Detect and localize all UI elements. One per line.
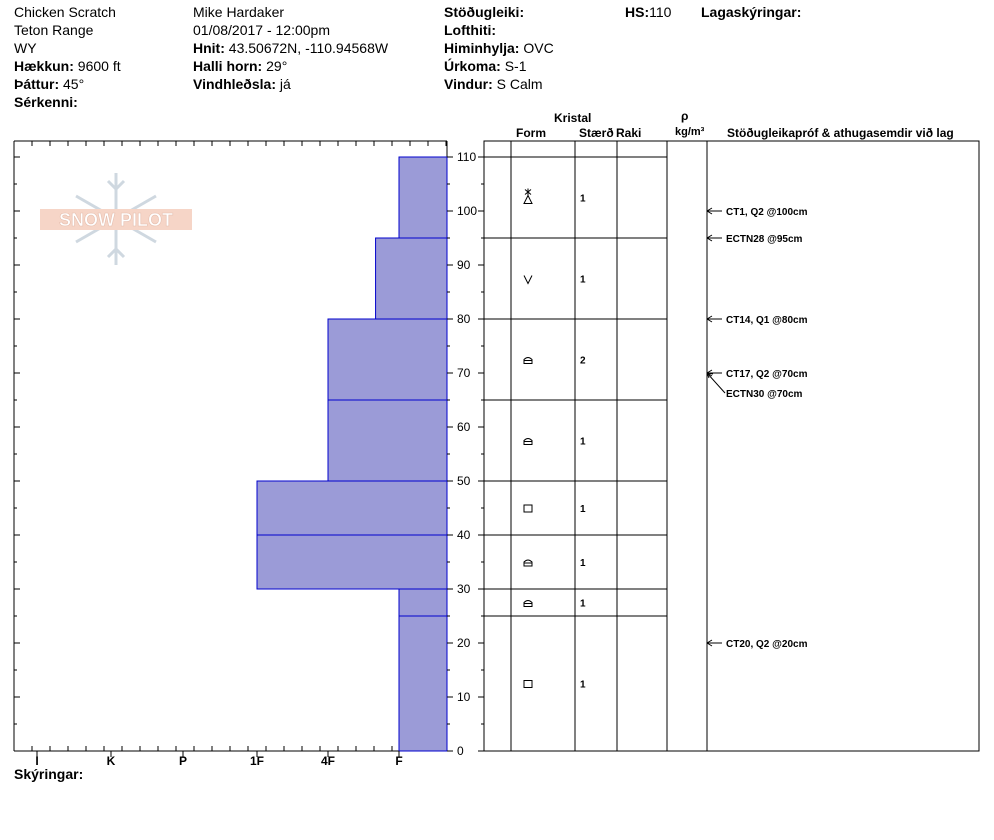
crystal-form-icon-6 — [524, 601, 532, 607]
range: Teton Range — [14, 22, 94, 38]
precipitation: Úrkoma: S-1 — [444, 58, 527, 74]
wind: Vindur: S Calm — [444, 76, 543, 92]
moisture-header: Raki — [616, 126, 642, 140]
depth-label-10: 10 — [457, 690, 471, 704]
depth-label-110: 110 — [457, 150, 477, 164]
crystal-form-icon-5 — [524, 560, 532, 566]
hardness-bar-2 — [328, 319, 447, 400]
crystal-form-icon-4 — [524, 505, 532, 512]
layer-notes-label: Lagaskýringar: — [701, 4, 802, 20]
crystal-form-icon-1 — [524, 276, 532, 284]
size-header: Stærð — [579, 126, 614, 140]
crystal-size-7: 1 — [580, 679, 586, 691]
crystal-form-icon-7 — [524, 681, 532, 688]
depth-label-80: 80 — [457, 312, 471, 326]
hardness-bar-5 — [257, 535, 447, 589]
slope: Halli horn: 29° — [193, 58, 288, 74]
depth-label-40: 40 — [457, 528, 471, 542]
depth-label-0: 0 — [457, 744, 464, 758]
form-header: Form — [516, 126, 546, 140]
crystal-size-5: 1 — [580, 558, 586, 569]
wind-loading: Vindhleðsla: já — [193, 76, 291, 92]
depth-label-30: 30 — [457, 582, 471, 596]
x-tick-label-F: F — [395, 754, 403, 768]
crystal-size-1: 1 — [580, 274, 586, 286]
crystal-form-icon-0 — [524, 189, 532, 204]
coords: Hnit: 43.50672N, -110.94568W — [193, 40, 389, 56]
specifics: Sérkenni: — [14, 94, 78, 110]
depth-label-100: 100 — [457, 204, 478, 218]
location: Chicken Scratch — [14, 4, 116, 20]
crystal-size-2: 2 — [580, 355, 586, 367]
hardness-bar-1 — [376, 238, 447, 319]
datetime: 01/08/2017 - 12:00pm — [193, 22, 330, 38]
logo-text: SNOW PILOT — [59, 210, 173, 230]
rho-header: ρ — [681, 109, 689, 123]
tests-header: Stöðugleikapróf & athugasemdir við lag — [727, 126, 954, 140]
crystal-size-4: 1 — [580, 504, 586, 515]
test-label-1: ECTN28 @95cm — [726, 234, 803, 245]
x-tick-label-P: P — [178, 754, 188, 768]
state: WY — [14, 40, 37, 56]
crystal-size-6: 1 — [580, 598, 586, 610]
density-unit-header: kg/m³ — [675, 126, 705, 138]
x-tick-label-1F: 1F — [249, 754, 265, 768]
test-label-3: CT17, Q2 @70cm — [726, 369, 808, 380]
notes-label: Skýringar: — [14, 766, 84, 782]
aspect: Þáttur: 45° — [14, 76, 85, 92]
crystal-header: Kristal — [554, 111, 592, 125]
hardness-bar-0 — [399, 157, 447, 238]
hardness-bar-4 — [257, 481, 447, 535]
crystal-form-icon-3 — [524, 439, 532, 445]
hardness-bar-7 — [399, 616, 447, 751]
snow-height: HS:110 — [625, 4, 672, 20]
air-temp: Lofthiti: — [444, 22, 497, 38]
depth-label-70: 70 — [457, 366, 471, 380]
test-leader-4 — [707, 373, 725, 393]
sky-cover: Himinhylja: OVC — [444, 40, 554, 56]
stability: Stöðugleiki: — [444, 4, 525, 20]
test-label-2: CT14, Q1 @80cm — [726, 315, 808, 326]
hardness-bar-3 — [328, 400, 447, 481]
observer: Mike Hardaker — [193, 4, 285, 20]
test-label-0: CT1, Q2 @100cm — [726, 207, 808, 218]
x-tick-label-I: I — [35, 754, 39, 768]
elevation: Hækkun: 9600 ft — [14, 58, 121, 74]
x-tick-label-K: K — [106, 754, 116, 768]
crystal-form-icon-2 — [524, 358, 532, 364]
hardness-bar-6 — [399, 589, 447, 616]
depth-label-90: 90 — [457, 258, 471, 272]
crystal-size-3: 1 — [580, 436, 586, 448]
test-label-5: CT20, Q2 @20cm — [726, 639, 808, 650]
x-tick-label-4F: 4F — [320, 754, 336, 768]
depth-label-50: 50 — [457, 474, 471, 488]
layer-table-frame — [484, 141, 979, 751]
crystal-size-0: 1 — [580, 193, 586, 205]
snowpilot-logo — [40, 173, 192, 265]
test-label-4: ECTN30 @70cm — [726, 389, 803, 400]
depth-label-60: 60 — [457, 420, 471, 434]
depth-label-20: 20 — [457, 636, 471, 650]
